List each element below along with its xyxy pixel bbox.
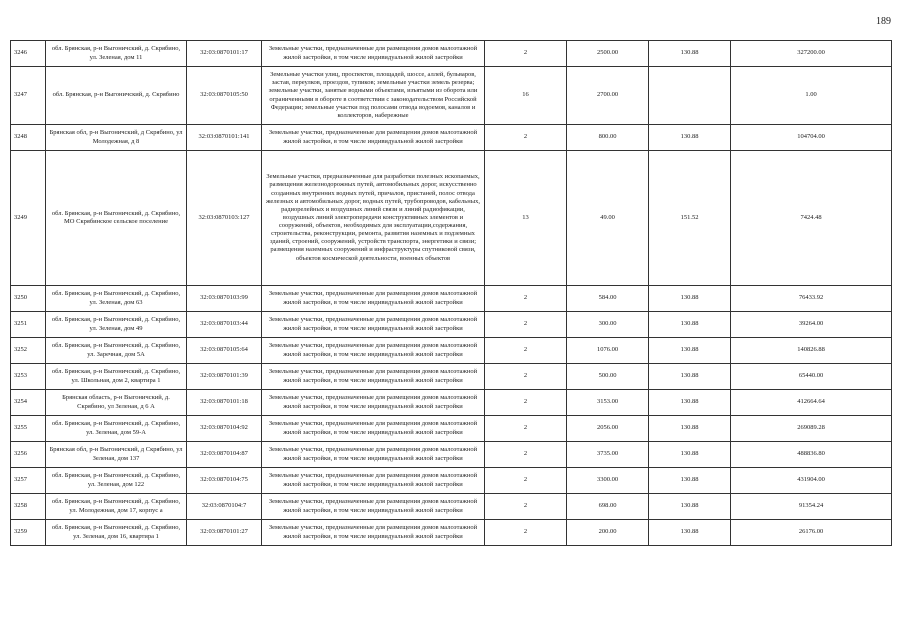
category-code-cell: 2 xyxy=(485,520,567,546)
table-row xyxy=(11,41,892,67)
category-code-cell: 2 xyxy=(485,125,567,151)
cadastral-value-cell: 26176.00 xyxy=(731,520,892,546)
table-row xyxy=(11,151,892,286)
category-code-cell: 16 xyxy=(485,67,567,125)
cadastral-value-table xyxy=(10,40,892,546)
specific-value-cell: 130.88 xyxy=(649,494,731,520)
specific-value-cell: 130.88 xyxy=(649,312,731,338)
specific-value-cell: 130.88 xyxy=(649,468,731,494)
land-use-category-cell: Земельные участки, предназначенные для размещения домов малоэтажной жилой застройки, в том числе индивидуальной жилой застройки xyxy=(262,416,485,442)
cadastral-value-cell: 431904.00 xyxy=(731,468,892,494)
area-cell: 300.00 xyxy=(567,312,649,338)
land-use-category-cell: Земельные участки, предназначенные для размещения домов малоэтажной жилой застройки, в том числе индивидуальной жилой застройки xyxy=(262,390,485,416)
cadastral-number-cell: 32:03:0870103:99 xyxy=(187,286,262,312)
table-row xyxy=(11,468,892,494)
area-cell: 3300.00 xyxy=(567,468,649,494)
row-number-cell: 3255 xyxy=(11,416,46,442)
specific-value-cell: 130.88 xyxy=(649,286,731,312)
table-row xyxy=(11,416,892,442)
land-use-category-cell: Земельные участки, предназначенные для размещения домов малоэтажной жилой застройки, в том числе индивидуальной жилой застройки xyxy=(262,520,485,546)
specific-value-cell: 130.88 xyxy=(649,364,731,390)
area-cell: 800.00 xyxy=(567,125,649,151)
specific-value-cell: 130.88 xyxy=(649,338,731,364)
row-number-cell: 3248 xyxy=(11,125,46,151)
address-cell: обл. Брянская, р-н Выгоничский, д. Скрябино, ул. Школьная, дом 2, квартира 1 xyxy=(46,364,187,390)
specific-value-cell: 130.88 xyxy=(649,442,731,468)
land-use-category-cell: Земельные участки, предназначенные для размещения домов малоэтажной жилой застройки, в том числе индивидуальной жилой застройки xyxy=(262,41,485,67)
row-number-cell: 3253 xyxy=(11,364,46,390)
category-code-cell: 2 xyxy=(485,442,567,468)
land-use-category-cell: Земельные участки, предназначенные для размещения домов малоэтажной жилой застройки, в том числе индивидуальной жилой застройки xyxy=(262,494,485,520)
row-number-cell: 3250 xyxy=(11,286,46,312)
address-cell: Брянская область, р-н Выгоничский, д. Скрябино, ул Зеленая, д 6 А xyxy=(46,390,187,416)
cadastral-number-cell: 32:03:0870101:27 xyxy=(187,520,262,546)
land-use-category-cell: Земельные участки улиц, проспектов, площадей, шоссе, аллей, бульваров, застав, переулков, проездов, тупиков; земельные участки земель резерва; земельные участки, занятые водными объектами, изъятыми из оборота или ограниченными в обороте в соответствии с законодательством Российской Федерации; земельные участки под полосами отвода водоемов, каналов и коллекторов, набережные xyxy=(262,67,485,125)
row-number-cell: 3251 xyxy=(11,312,46,338)
cadastral-value-cell: 76433.92 xyxy=(731,286,892,312)
land-use-category-cell: Земельные участки, предназначенные для разработки полезных ископаемых, размещения железнодорожных путей, автомобильных дорог, искусственно созданных внутренних водных путей, причалов, пристаней, полос отвода железных и автомобильных дорог, водных путей, трубопроводов, кабельных, радиорелейных и воздушных линий связи и линий радиофикации, воздушных линий электропередачи конструктивных элементов и сооружений, объектов, необходимых для эксплуатации,содержания, строительства, реконструкции, ремонта, развития наземных и подземных зданий, строений, сооружений, устройств транспорта, энергетики и связи; размещения наземных сооружений и инфраструктуры спутниковой связи, объектов космической деятельности, военных объектов xyxy=(262,151,485,286)
area-cell: 200.00 xyxy=(567,520,649,546)
category-code-cell: 13 xyxy=(485,151,567,286)
address-cell: обл. Брянская, р-н Выгоничский, д. Скрябино, ул. Зеленая, дом 59-А xyxy=(46,416,187,442)
cadastral-value-cell: 269089.28 xyxy=(731,416,892,442)
category-code-cell: 2 xyxy=(485,41,567,67)
address-cell: Брянская обл, р-н Выгоничский, д Скрябино, ул Молодежная, д 8 xyxy=(46,125,187,151)
address-cell: обл. Брянская, р-н Выгоничский, д. Скрябино, ул. Зеленая, дом 11 xyxy=(46,41,187,67)
category-code-cell: 2 xyxy=(485,312,567,338)
cadastral-number-cell: 32:03:0870104:92 xyxy=(187,416,262,442)
area-cell: 698.00 xyxy=(567,494,649,520)
area-cell: 500.00 xyxy=(567,364,649,390)
row-number-cell: 3254 xyxy=(11,390,46,416)
land-use-category-cell: Земельные участки, предназначенные для размещения домов малоэтажной жилой застройки, в том числе индивидуальной жилой застройки xyxy=(262,468,485,494)
area-cell: 2056.00 xyxy=(567,416,649,442)
row-number-cell: 3258 xyxy=(11,494,46,520)
land-use-category-cell: Земельные участки, предназначенные для размещения домов малоэтажной жилой застройки, в том числе индивидуальной жилой застройки xyxy=(262,338,485,364)
cadastral-number-cell: 32:03:0870105:64 xyxy=(187,338,262,364)
category-code-cell: 2 xyxy=(485,390,567,416)
page-number: 189 xyxy=(876,16,891,27)
cadastral-value-cell: 488836.80 xyxy=(731,442,892,468)
row-number-cell: 3246 xyxy=(11,41,46,67)
cadastral-value-cell: 7424.48 xyxy=(731,151,892,286)
address-cell: обл. Брянская, р-н Выгоничский, д. Скрябино, ул. Зеленая, дом 63 xyxy=(46,286,187,312)
address-cell: обл. Брянская, р-н Выгоничский, д. Скрябино, ул. Зеленая, дом 122 xyxy=(46,468,187,494)
row-number-cell: 3252 xyxy=(11,338,46,364)
address-cell: обл. Брянская, р-н Выгоничский, д. Скрябино, МО Скрябинское сельское поселение xyxy=(46,151,187,286)
specific-value-cell: 151.52 xyxy=(649,151,731,286)
specific-value-cell: 130.88 xyxy=(649,416,731,442)
specific-value-cell: 130.88 xyxy=(649,520,731,546)
cadastral-number-cell: 32:03:0870101:39 xyxy=(187,364,262,390)
cadastral-number-cell: 32:03:0870105:50 xyxy=(187,67,262,125)
land-use-category-cell: Земельные участки, предназначенные для размещения домов малоэтажной жилой застройки, в том числе индивидуальной жилой застройки xyxy=(262,286,485,312)
cadastral-number-cell: 32:03:0870101:17 xyxy=(187,41,262,67)
address-cell: обл. Брянская, р-н Выгоничский, д. Скрябино, ул. Зеленая, дом 49 xyxy=(46,312,187,338)
row-number-cell: 3249 xyxy=(11,151,46,286)
table-row xyxy=(11,67,892,125)
address-cell: Брянская обл, р-н Выгоничский, д Скрябино, ул Зеленая, дом 137 xyxy=(46,442,187,468)
land-use-category-cell: Земельные участки, предназначенные для размещения домов малоэтажной жилой застройки, в том числе индивидуальной жилой застройки xyxy=(262,312,485,338)
category-code-cell: 2 xyxy=(485,364,567,390)
specific-value-cell: 130.88 xyxy=(649,125,731,151)
land-use-category-cell: Земельные участки, предназначенные для размещения домов малоэтажной жилой застройки, в том числе индивидуальной жилой застройки xyxy=(262,364,485,390)
table-row xyxy=(11,125,892,151)
category-code-cell: 2 xyxy=(485,286,567,312)
specific-value-cell xyxy=(649,67,731,125)
area-cell: 2500.00 xyxy=(567,41,649,67)
cadastral-value-cell: 104704.00 xyxy=(731,125,892,151)
cadastral-number-cell: 32:03:0870104:7 xyxy=(187,494,262,520)
area-cell: 3153.00 xyxy=(567,390,649,416)
area-cell: 3735.00 xyxy=(567,442,649,468)
cadastral-number-cell: 32:03:0870104:75 xyxy=(187,468,262,494)
table-body xyxy=(11,41,892,546)
area-cell: 1076.00 xyxy=(567,338,649,364)
cadastral-value-cell: 327200.00 xyxy=(731,41,892,67)
row-number-cell: 3259 xyxy=(11,520,46,546)
address-cell: обл. Брянская, р-н Выгоничский, д. Скрябино, ул. Молодежная, дом 17, корпус а xyxy=(46,494,187,520)
address-cell: обл. Брянская, р-н Выгоничский, д. Скрябино, ул. Заречная, дом 5А xyxy=(46,338,187,364)
specific-value-cell: 130.88 xyxy=(649,390,731,416)
category-code-cell: 2 xyxy=(485,416,567,442)
row-number-cell: 3256 xyxy=(11,442,46,468)
cadastral-number-cell: 32:03:0870101:141 xyxy=(187,125,262,151)
specific-value-cell: 130.88 xyxy=(649,41,731,67)
table-row xyxy=(11,520,892,546)
area-cell: 49.00 xyxy=(567,151,649,286)
cadastral-value-cell: 65440.00 xyxy=(731,364,892,390)
cadastral-number-cell: 32:03:0870101:18 xyxy=(187,390,262,416)
area-cell: 2700.00 xyxy=(567,67,649,125)
table-row xyxy=(11,286,892,312)
row-number-cell: 3247 xyxy=(11,67,46,125)
table-row xyxy=(11,390,892,416)
cadastral-value-cell: 140826.88 xyxy=(731,338,892,364)
cadastral-value-cell: 412664.64 xyxy=(731,390,892,416)
address-cell: обл. Брянская, р-н Выгоничский, д. Скрябино, ул. Зеленая, дом 16, квартира 1 xyxy=(46,520,187,546)
row-number-cell: 3257 xyxy=(11,468,46,494)
cadastral-number-cell: 32:03:0870104:87 xyxy=(187,442,262,468)
category-code-cell: 2 xyxy=(485,338,567,364)
cadastral-value-cell: 1.00 xyxy=(731,67,892,125)
address-cell: обл. Брянская, р-н Выгоничский, д. Скрябино xyxy=(46,67,187,125)
table-row xyxy=(11,312,892,338)
area-cell: 584.00 xyxy=(567,286,649,312)
table-row xyxy=(11,364,892,390)
land-use-category-cell: Земельные участки, предназначенные для размещения домов малоэтажной жилой застройки, в том числе индивидуальной жилой застройки xyxy=(262,442,485,468)
cadastral-number-cell: 32:03:0870103:44 xyxy=(187,312,262,338)
cadastral-value-cell: 39264.00 xyxy=(731,312,892,338)
category-code-cell: 2 xyxy=(485,494,567,520)
cadastral-number-cell: 32:03:0870103:127 xyxy=(187,151,262,286)
table-row xyxy=(11,442,892,468)
land-use-category-cell: Земельные участки, предназначенные для размещения домов малоэтажной жилой застройки, в том числе индивидуальной жилой застройки xyxy=(262,125,485,151)
table-row xyxy=(11,494,892,520)
table-row xyxy=(11,338,892,364)
cadastral-value-cell: 91354.24 xyxy=(731,494,892,520)
category-code-cell: 2 xyxy=(485,468,567,494)
